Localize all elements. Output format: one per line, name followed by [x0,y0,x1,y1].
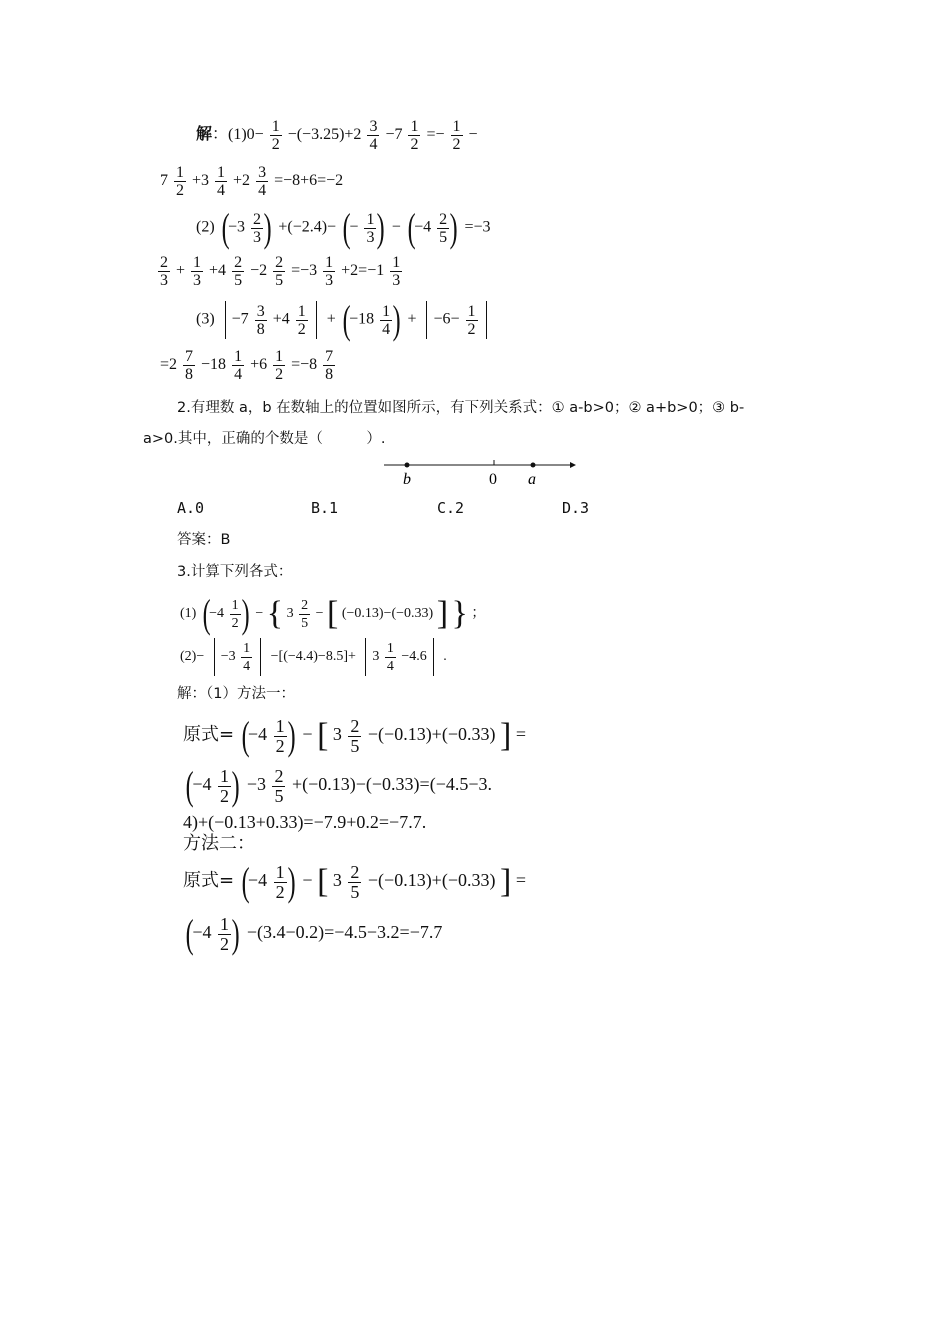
fraction: $\frac{1}{4}$ [386,640,394,674]
expr: −(−3.25)+2 [287,126,362,144]
q2-answer: 答案：B [177,532,231,548]
sol1-line-1 [196,118,478,153]
fraction: $\frac{1}{2}$ [452,118,461,153]
fraction: $\frac{7}{8}$ [325,348,334,383]
expr: =− [426,126,445,144]
sol3-line-3: 4)+(−0.13+0.33)=−7.9+0.2=−7.7. [183,812,427,832]
option-d: D.3 [562,499,590,517]
fraction: $\frac{2}{5}$ [350,715,360,756]
sol1-line-4: $\frac{2}{3}$ + $\frac{1}{3}$ +4 $\frac{2}{5}$ −2 $\frac{2}{5}$ =−3 $\frac{1}{3}$ +2=−1 $\frac{1}{3}$ [160,254,401,289]
fraction: $\frac{1}{4}$ [217,164,226,199]
fraction: $\frac{1}{4}$ [243,640,251,674]
fraction: $\frac{3}{4}$ [258,164,267,199]
sol3-line-1: 原式= (−4 $\frac{1}{2}$ ) − [ 3 $\frac{2}{5}$ −(−0.13)+(−0.33) ] = [183,713,526,758]
abs-bar [426,301,427,339]
fraction: $\frac{1}{3}$ [193,254,202,289]
abs-bar [214,638,215,676]
fraction: $\frac{2}{5}$ [301,597,309,631]
fraction: $\frac{1}{2}$ [410,118,419,153]
fraction: $\frac{1}{2}$ [275,861,285,902]
q2-text-line-2: a>0.其中，正确的个数是（ ）. [143,431,386,447]
fraction: $\frac{2}{5}$ [275,254,284,289]
number-line-figure [384,456,584,490]
abs-bar [316,301,317,339]
sol3-heading: 解：（1）方法一： [177,686,295,702]
sol1-label: 解 [196,124,213,144]
expr: −7 [385,126,403,144]
sol3-method-2: 方法二： [183,833,255,854]
sol3-line-2: (−4 $\frac{1}{2}$ ) −3 $\frac{2}{5}$ +(−0.13)−(−0.33)=(−4.5−3. [185,763,492,808]
label-a: a [528,471,536,488]
arrow-right-icon [570,462,576,468]
fraction: $\frac{1}{2}$ [297,302,306,338]
fraction: $\frac{1}{3}$ [366,210,375,246]
fraction: $\frac{2}{5}$ [439,210,448,246]
abs-bar [260,638,261,676]
fraction: $\frac{1}{2}$ [271,118,280,153]
option-c: C.2 [437,499,465,517]
fraction: $\frac{1}{2}$ [219,765,229,806]
fraction: $\frac{1}{2}$ [231,597,239,631]
q3-title: 3.计算下列各式： [177,564,293,580]
label-b: b [403,471,411,488]
option-b: B.1 [311,499,339,517]
fraction: $\frac{3}{4}$ [369,118,378,153]
sol3-line-4: 原式= (−4 $\frac{1}{2}$ ) − [ 3 $\frac{2}{5}$ −(−0.13)+(−0.33) ] = [183,859,526,904]
fraction: $\frac{3}{8}$ [256,302,265,338]
abs-bar [225,301,226,339]
fraction: $\frac{1}{4}$ [382,302,391,338]
expr: − [468,126,478,144]
point-b [405,463,410,468]
fraction: $\frac{2}{5}$ [350,861,360,902]
fraction: $\frac{2}{5}$ [234,254,243,289]
fraction: $\frac{2}{3}$ [160,254,168,289]
abs-bar [365,638,366,676]
q3-part-2: (2)− −3 $\frac{1}{4}$ −[(−4.4)−8.5]+ 3 $\frac{1}{4}$ −4.6 . [180,638,447,676]
fraction: $\frac{1}{2}$ [275,348,284,383]
expr: ：(1)0− [212,126,264,144]
fraction: $\frac{1}{3}$ [325,254,334,289]
q3-part-1: (1) (−4 $\frac{1}{2}$ ) − { 3 $\frac{2}{5}$ − [ (−0.13)−(−0.33) ] } ； [180,591,486,636]
point-a [531,463,536,468]
fraction: $\frac{1}{2}$ [467,302,476,338]
fraction: $\frac{2}{3}$ [253,210,262,246]
option-a: A.0 [177,499,205,517]
fraction: $\frac{1}{2}$ [176,164,184,199]
sol1-line-5: (3) −7 $\frac{3}{8}$ +4 $\frac{1}{2}$ + (−18 $\frac{1}{4}$ ) + −6− $\frac{1}{2}$ [196,300,493,340]
sol1-line-6: =2 $\frac{7}{8}$ −18 $\frac{1}{4}$ +6 $\frac{1}{2}$ =−8 $\frac{7}{8}$ [160,348,334,383]
sol3-line-5: (−4 $\frac{1}{2}$ ) −(3.4−0.2)=−4.5−3.2=−7.7 [185,911,443,956]
abs-bar [486,301,487,339]
sol1-line-2: 7 $\frac{1}{2}$ +3 $\frac{1}{4}$ +2 $\frac{3}{4}$ =−8+6=−2 [160,164,344,199]
fraction: $\frac{1}{4}$ [234,348,243,383]
q2-text-line-1: 2.有理数 a，b 在数轴上的位置如图所示，有下列关系式：① a-b>0；② a+b>0；③ b- [177,400,745,416]
fraction: $\frac{2}{5}$ [274,765,284,806]
fraction: $\frac{1}{2}$ [275,715,285,756]
fraction: $\frac{7}{8}$ [185,348,194,383]
fraction: $\frac{1}{2}$ [219,913,229,954]
abs-bar [433,638,434,676]
fraction: $\frac{1}{3}$ [392,254,401,289]
sol1-line-3: (2) (−3 $\frac{2}{3}$ ) +(−2.4)− (− $\frac{1}{3}$ ) − (−4 $\frac{2}{5}$ ) =−3 [196,205,491,250]
label-0: 0 [489,471,497,488]
